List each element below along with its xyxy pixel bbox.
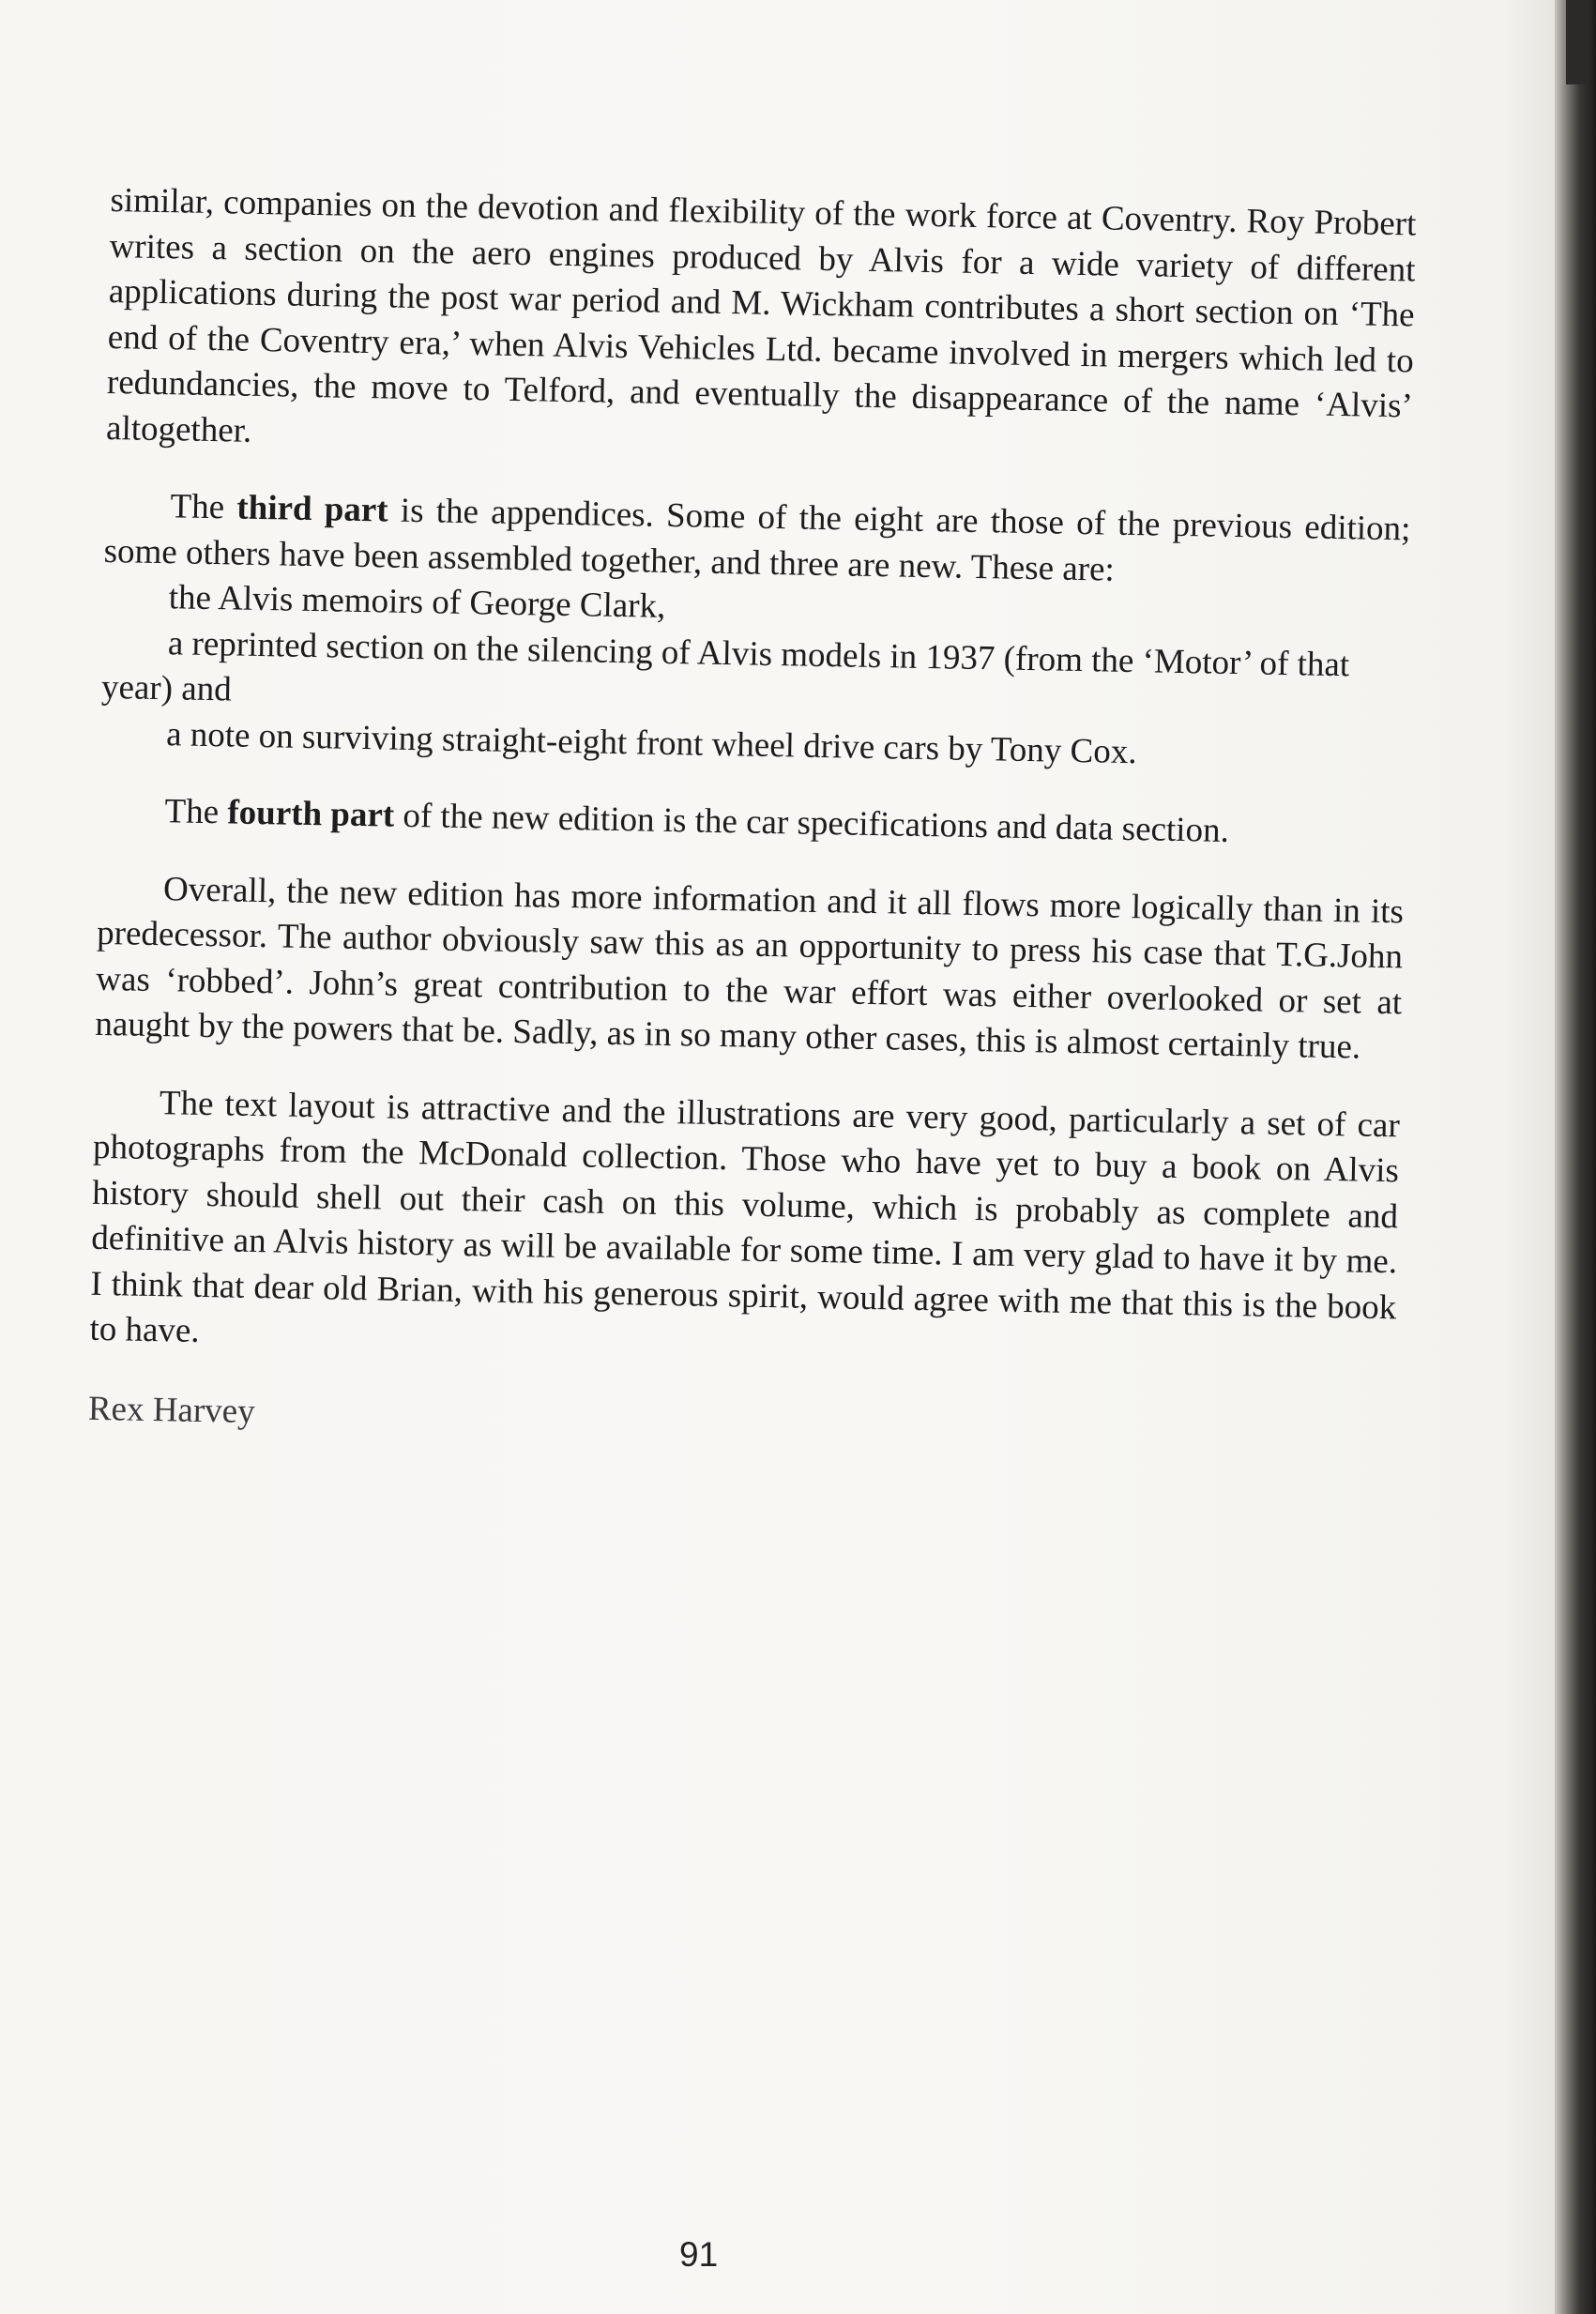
paragraph-3-lead: The xyxy=(164,792,228,832)
body-text xyxy=(87,178,1417,1487)
paragraph-3 xyxy=(99,788,1406,858)
page-number: 91 xyxy=(679,2235,719,2274)
paragraph-5: The text layout is attractive and the illustrations are very good, particularly a set of car photographs from the McDonald collection. Those who have yet to buy a book on Alvis history should shell out their cash on this volume, which is probably as complete and definitive an Alvis history as will be available for some time. I am very glad to have it by me. I think that dear old Brian, with his generous spirit, would agree with me that this is the book to have. xyxy=(89,1083,1401,1350)
appendix-list xyxy=(100,574,1409,780)
appendix-item-2: a reprinted section on the silencing of Alvis models in 1937 (from the ‘Motor’ of that year) and xyxy=(100,623,1350,709)
paragraph-2-rest: is the appendices. Some of the eight are those of the previous edition; some others have been assembled together, and three are new. These are: xyxy=(103,491,1411,589)
appendix-item-3: a note on surviving straight-eight front wheel drive cars by Tony Cox. xyxy=(165,714,1137,771)
paragraph-1: similar, companies on the devotion and flexibility of the work force at Coventry. Roy Probert writes a section on the aero engines produced by Alvis for a wide variety of different applications during the post war period and M. Wickham contributes a short section on ‘The end of the Coventry era,’ when Alvis Vehicles Ltd. became involved in mergers which led to redundancies, the move to Telford, and eventually the disappearance of the name ‘Alvis’ altogether. xyxy=(105,180,1417,450)
appendix-item-1: the Alvis memoirs of George Clark, xyxy=(168,578,666,626)
book-spine-edge xyxy=(1555,0,1596,2314)
paragraph-3-rest: of the new edition is the car specifications and data section. xyxy=(393,796,1230,850)
author-signature: Rex Harvey xyxy=(87,1389,256,1431)
paragraph-2-lead: The xyxy=(170,487,237,527)
paragraph-2-bold: third part xyxy=(236,488,389,530)
book-spine-shadow xyxy=(1566,0,1587,84)
paragraph-4: Overall, the new edition has more information and it all flows more logically than in its predecessor. The author obviously saw this as an opportunity to press his case that T.G.John was ‘robbed’. John’s great contribution to the war effort was either overlooked or set at naught by the powers that be. Sadly, as in so many other cases, this is almost certainly true. xyxy=(95,869,1405,1067)
paragraph-3-bold: fourth part xyxy=(227,793,395,835)
